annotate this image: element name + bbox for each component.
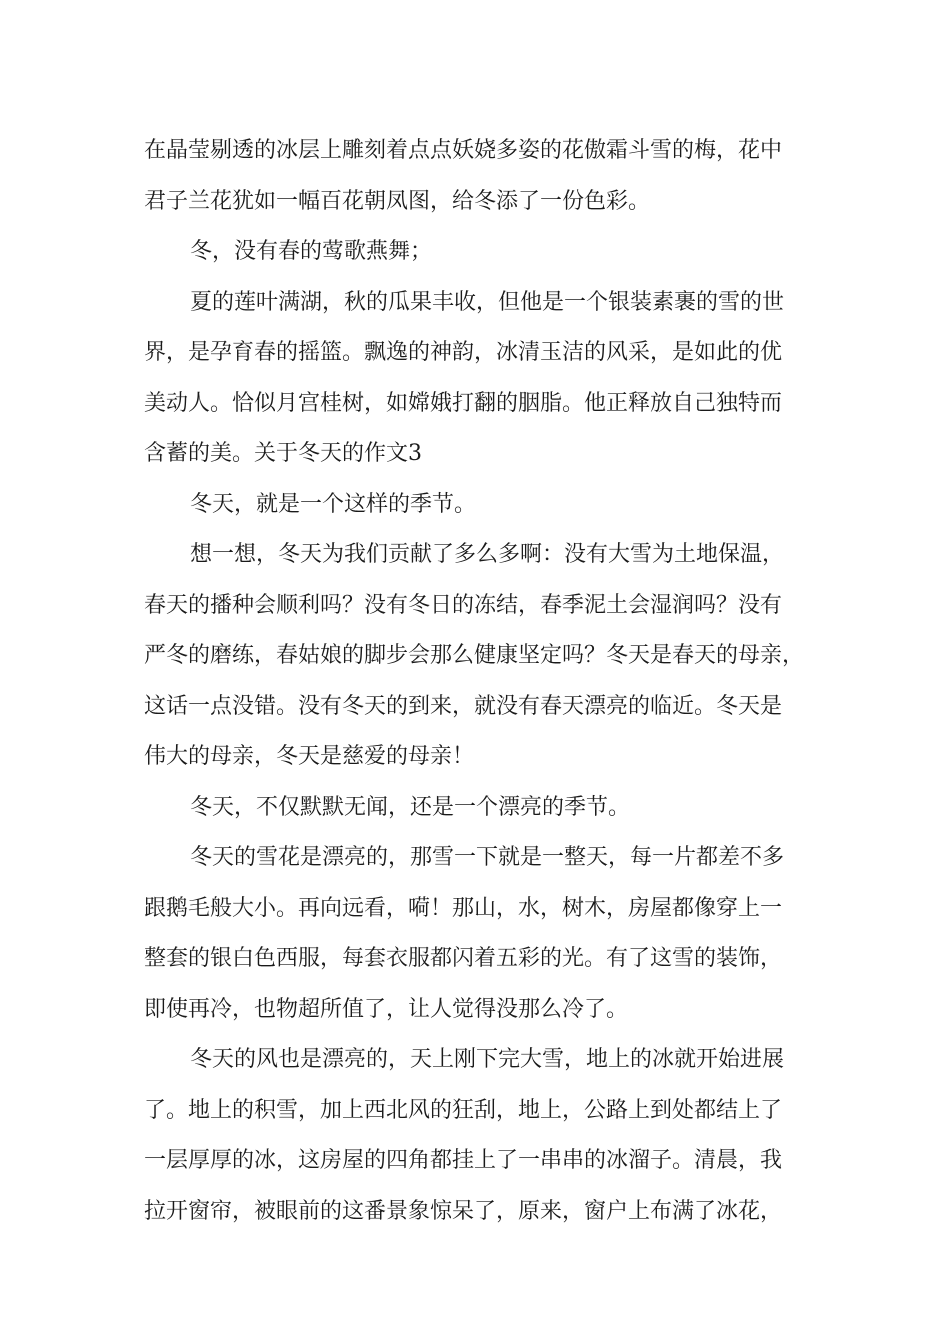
text-line: 跟鹅毛般大小。再向远看，嗬！那山，水，树木，房屋都像穿上一 [144, 895, 783, 921]
text-line: 含蓄的美。关于冬天的作文3 [144, 441, 422, 466]
text-line: 拉开窗帘，被眼前的这番景象惊呆了，原来，窗户上布满了冰花， [144, 1198, 783, 1224]
text-line: 君子兰花犹如一幅百花朝凤图，给冬添了一份色彩。 [144, 188, 651, 214]
text-line: 一层厚厚的冰，这房屋的四角都挂上了一串串的冰溜子。清晨，我 [144, 1148, 783, 1173]
text-line: 想一想，冬天为我们贡献了多么多啊：没有大雪为土地保温， [190, 542, 785, 567]
text-line: 在晶莹剔透的冰层上雕刻着点点妖娆多姿的花傲霜斗雪的梅，花中 [144, 138, 783, 163]
text-line: 整套的银白色西服，每套衣服都闪着五彩的光。有了这雪的装饰， [144, 946, 783, 971]
text-line: 即使再冷，也物超所值了，让人觉得没那么冷了。 [144, 996, 629, 1022]
text-line: 界，是孕育春的摇篮。飘逸的神韵，冰清玉洁的风采，是如此的优 [144, 340, 783, 365]
text-line: 了。地上的积雪，加上西北风的狂刮，地上，公路上到处都结上了 [144, 1097, 783, 1123]
text-line: 冬天的风也是漂亮的，天上刚下完大雪，地上的冰就开始进展 [190, 1047, 785, 1072]
text-line: 春天的播种会顺利吗？没有冬日的冻结，春季泥土会湿润吗？没有 [144, 592, 783, 618]
text-line: 夏的莲叶满湖，秋的瓜果丰收，但他是一个银装素裹的雪的世 [190, 289, 785, 315]
text-line: 这话一点没错。没有冬天的到来，就没有春天漂亮的临近。冬天是 [144, 693, 783, 719]
text-line: 冬天的雪花是漂亮的，那雪一下就是一整天，每一片都差不多 [190, 845, 785, 870]
text-line: 冬，没有春的莺歌燕舞； [190, 239, 433, 264]
text-line: 冬天，就是一个这样的季节。 [190, 491, 477, 517]
text-line: 美动人。恰似月宫桂树，如嫦娥打翻的胭脂。他正释放自己独特而 [144, 390, 783, 416]
text-line: 冬天，不仅默默无闻，还是一个漂亮的季节。 [190, 794, 631, 820]
document-body [144, 129, 824, 1240]
text-line: 伟大的母亲，冬天是慈爱的母亲！ [144, 744, 475, 769]
text-line: 严冬的磨练，春姑娘的脚步会那么健康坚定吗？冬天是春天的母亲， [144, 643, 805, 668]
